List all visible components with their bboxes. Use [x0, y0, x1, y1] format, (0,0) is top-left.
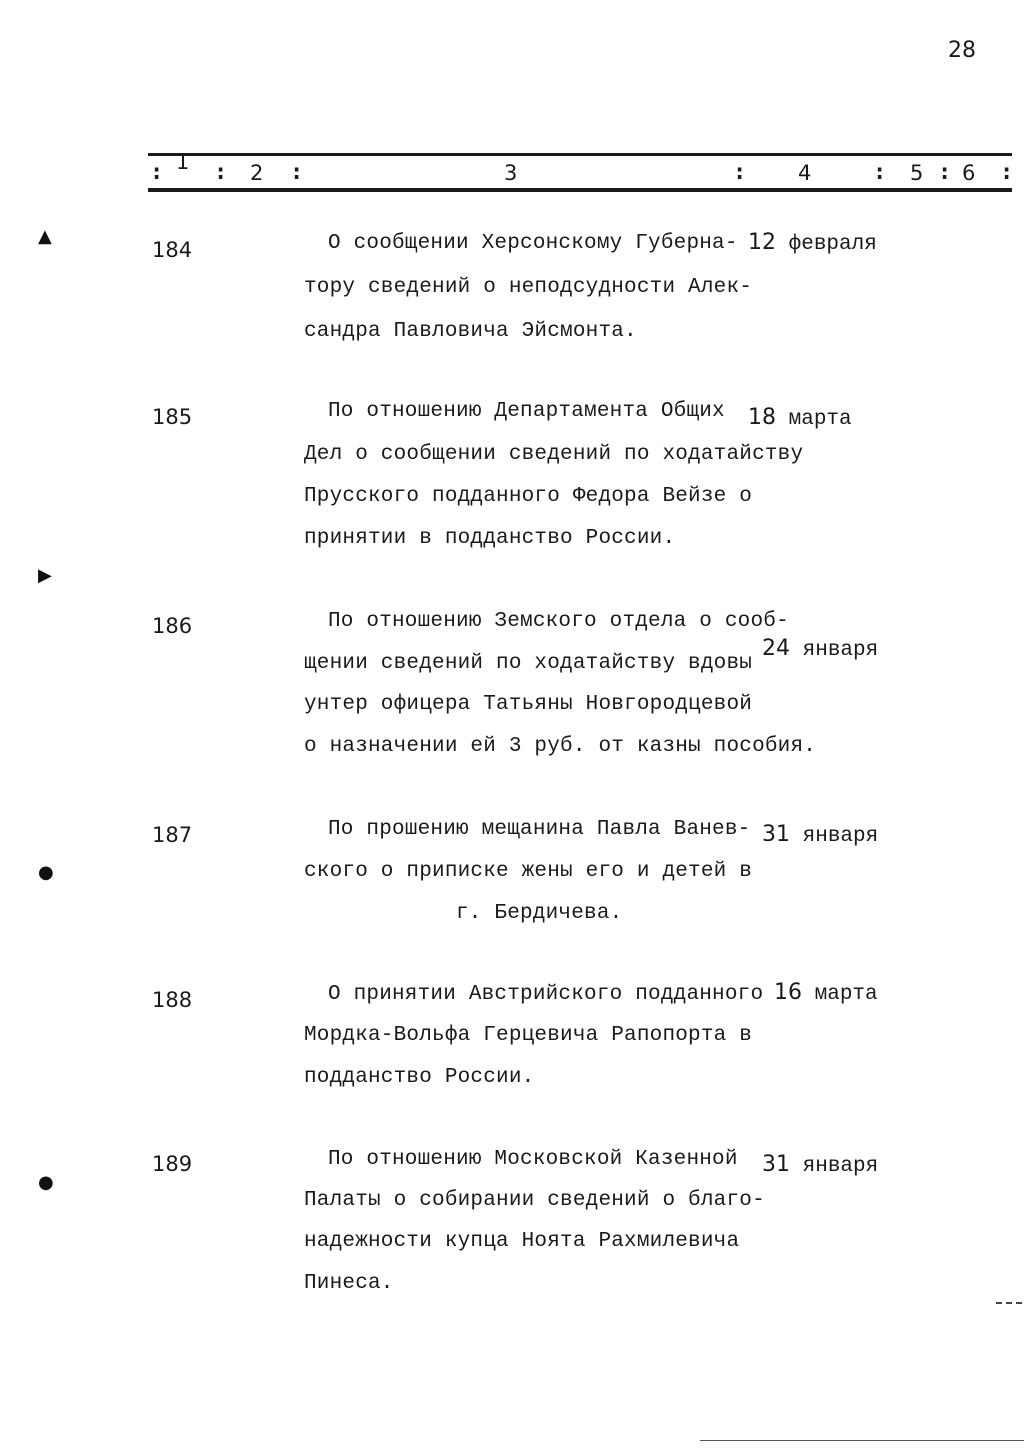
column-heading-5: 5 [910, 161, 924, 185]
entry-date-day: 24 [762, 636, 790, 661]
column-separator: : [873, 160, 887, 185]
entry-text-line: сандра Павловича Эйсмонта. [304, 320, 637, 343]
entry-date-month: января [802, 639, 879, 662]
entry-text-line: По отношению Земского отдела о сооб- [328, 610, 789, 633]
entry-text-line: Мордка-Вольфа Герцевича Рапопорта в [304, 1024, 753, 1047]
entry-date [748, 230, 877, 256]
column-separator: : [214, 160, 228, 185]
column-separator: : [150, 160, 164, 185]
column-separator: : [938, 160, 952, 185]
entry-date-day: 16 [774, 980, 802, 1005]
entry-date-month: марта [814, 983, 878, 1006]
entry-text-line: унтер офицера Татьяны Новгородцевой [304, 693, 753, 716]
entry-number: 184 [152, 238, 193, 262]
column-heading-2: 2 [250, 161, 264, 185]
entry-number: 186 [152, 614, 193, 638]
entry-text-line: О сообщении Херсонскому Губерна- [328, 232, 738, 255]
entry-text-line: По отношению Московской Казенной [328, 1148, 738, 1171]
binding-hole-mark: ▶ [38, 565, 52, 586]
page-number: 28 [948, 38, 976, 63]
entry-text-line: Прусского подданного Федора Вейзе о [304, 485, 753, 508]
entry-date-day: 31 [762, 1152, 790, 1177]
column-heading-4: 4 [798, 161, 812, 185]
header-bottom-rule [148, 188, 1012, 192]
binding-hole-mark: ● [38, 1172, 54, 1193]
entry-text-line: Пинеса. [304, 1272, 394, 1295]
entry-date-month: февраля [788, 233, 877, 256]
entry-date-day: 31 [762, 822, 790, 847]
entry-number: 189 [152, 1152, 193, 1176]
entry-text-line: Дел о сообщении сведений по ходатайству [304, 443, 804, 466]
entry-date-month: марта [788, 408, 852, 431]
entry-text-line: г. Бердичева. [456, 902, 623, 925]
entry-date-month: января [802, 825, 879, 848]
entry-text-line: По отношению Департамента Общих [328, 400, 725, 423]
entry-text-line: щении сведений по ходатайству вдовы [304, 652, 753, 675]
entry-text-line: тору сведений о неподсудности Алек- [304, 276, 753, 299]
entry-number: 188 [152, 988, 193, 1012]
column-separator: : [733, 160, 747, 185]
column-heading-3: 3 [504, 161, 518, 185]
entry-text-line: По прошению мещанина Павла Ванев- [328, 818, 751, 841]
column-heading-1: 1 [176, 150, 190, 174]
entry-date-day: 18 [748, 405, 776, 430]
binding-hole-mark: ▲ [38, 226, 52, 247]
margin-scribble [996, 1302, 1022, 1307]
entry-date [774, 980, 878, 1006]
entry-text-line: надежности купца Ноята Рахмилевича [304, 1230, 740, 1253]
entry-date [762, 822, 878, 848]
column-separator: : [1000, 160, 1014, 185]
entry-number: 187 [152, 823, 193, 847]
bottom-edge-line [700, 1440, 1024, 1441]
header-top-rule [148, 153, 1012, 156]
column-separator: : [290, 160, 304, 185]
entry-date-day: 12 [748, 230, 776, 255]
entry-text-line: ского о приписке жены его и детей в [304, 860, 753, 883]
entry-date [762, 1152, 878, 1178]
entry-number: 185 [152, 405, 193, 429]
entry-date [762, 636, 878, 662]
entry-text-line: о назначении ей 3 руб. от казны пособия. [304, 735, 817, 758]
entry-text-line: подданство России. [304, 1066, 535, 1089]
entry-date-month: января [802, 1155, 879, 1178]
entry-date [748, 405, 852, 431]
binding-hole-mark: ● [38, 862, 54, 883]
entry-text-line: О принятии Австрийского подданного [328, 983, 764, 1006]
column-heading-6: 6 [962, 161, 976, 185]
entry-text-line: Палаты о собирании сведений о благо- [304, 1189, 765, 1212]
entry-text-line: принятии в подданство России. [304, 527, 676, 550]
